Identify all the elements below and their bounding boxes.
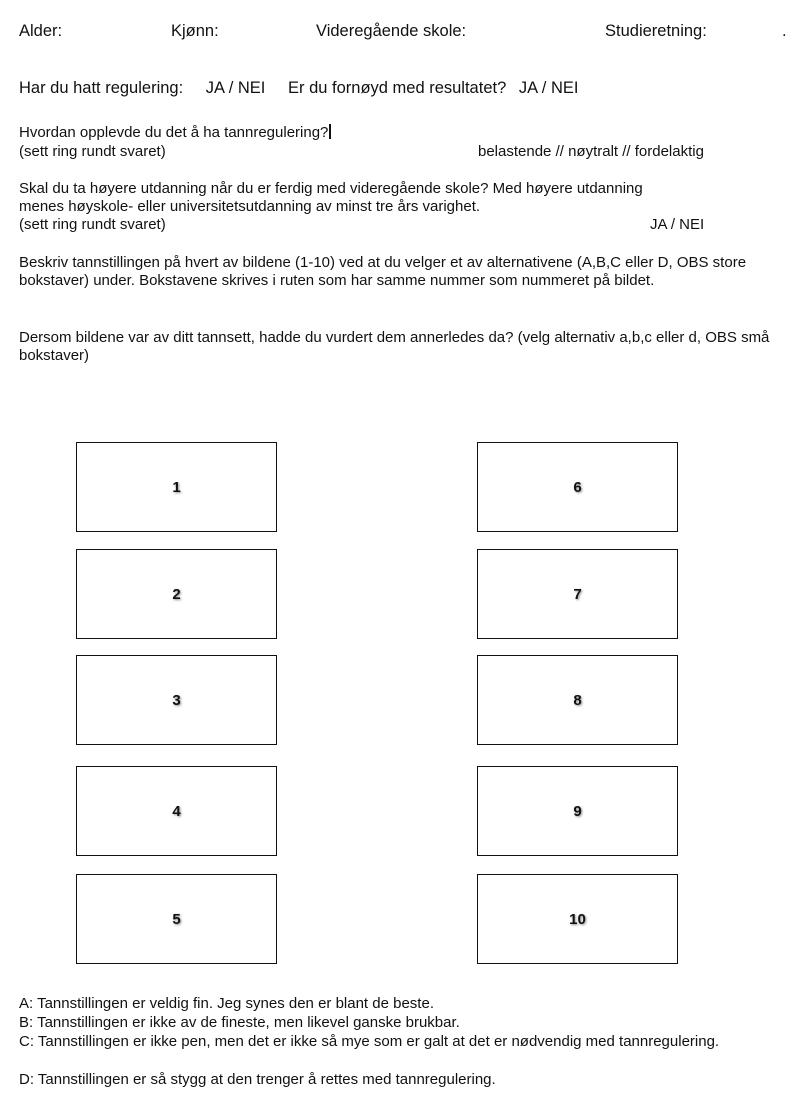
gender-label: Kjønn:	[171, 22, 219, 40]
answer-box-3[interactable]	[76, 655, 277, 745]
education-question-line1: Skal du ta høyere utdanning når du er ferdig med videregående skole? Med høyere utdanning	[19, 180, 643, 197]
answer-option-b: B: Tannstillingen er ikke av de fineste, men likevel ganske brukbar.	[19, 1014, 460, 1031]
regulation-options[interactable]: JA / NEI	[205, 79, 266, 97]
box-number: 8	[573, 691, 582, 709]
school-label: Videregående skole:	[316, 22, 467, 40]
box-number: 10	[569, 910, 586, 928]
answer-box-9[interactable]	[477, 766, 678, 856]
answer-option-c: C: Tannstillingen er ikke pen, men det er ikke så mye som er galt at det er nødvendig med tannregulering.	[19, 1033, 720, 1050]
answer-box-1[interactable]	[76, 442, 277, 532]
text-cursor	[329, 124, 331, 139]
experience-question	[19, 124, 331, 142]
box-number: 9	[573, 802, 582, 820]
answer-box-6[interactable]	[477, 442, 678, 532]
regulation-question-text: Har du hatt regulering:	[19, 79, 184, 97]
satisfied-question-text: Er du fornøyd med resultatet?	[287, 79, 507, 97]
satisfied-options[interactable]: JA / NEI	[518, 79, 579, 97]
education-instruction: (sett ring rundt svaret)	[19, 216, 166, 233]
answer-box-4[interactable]	[76, 766, 277, 856]
answer-box-5[interactable]	[76, 874, 277, 964]
experience-question-text: Hvordan opplevde du det å ha tannregulering?	[19, 124, 329, 141]
box-number: 6	[573, 478, 582, 496]
box-number: 2	[172, 585, 181, 603]
experience-instruction: (sett ring rundt svaret)	[19, 143, 166, 160]
education-question-line2: menes høyskole- eller universitetsutdanning av minst tre års varighet.	[19, 198, 481, 215]
answer-box-8[interactable]	[477, 655, 678, 745]
answer-option-d: D: Tannstillingen er så stygg at den trenger å rettes med tannregulering.	[19, 1071, 496, 1088]
box-number: 5	[172, 910, 181, 928]
regulation-question	[19, 79, 578, 98]
trailing-dot: .	[782, 22, 787, 40]
education-options[interactable]: JA / NEI	[650, 216, 705, 233]
own-teeth-instruction: Dersom bildene var av ditt tannsett, hadde du vurdert dem annerledes da? (velg alternativ a,b,c eller d, OBS små bokstaver)	[19, 329, 770, 364]
age-label: Alder:	[19, 22, 63, 40]
answer-option-a: A: Tannstillingen er veldig fin. Jeg synes den er blant de beste.	[19, 995, 434, 1012]
describe-instruction: Beskriv tannstillingen på hvert av bildene (1-10) ved at du velger et av alternativene (A,B,C eller D, OBS store bokstaver) under. Bokstavene skrives i ruten som har samme nummer som nummeret på bildet.	[19, 254, 747, 289]
experience-options[interactable]: belastende // nøytralt // fordelaktig	[478, 143, 704, 160]
answer-box-10[interactable]	[477, 874, 678, 964]
answer-box-2[interactable]	[76, 549, 277, 639]
box-number: 1	[172, 478, 181, 496]
program-label: Studieretning:	[605, 22, 707, 40]
answer-box-7[interactable]	[477, 549, 678, 639]
box-number: 3	[172, 691, 181, 709]
box-number: 7	[573, 585, 582, 603]
box-number: 4	[172, 802, 181, 820]
